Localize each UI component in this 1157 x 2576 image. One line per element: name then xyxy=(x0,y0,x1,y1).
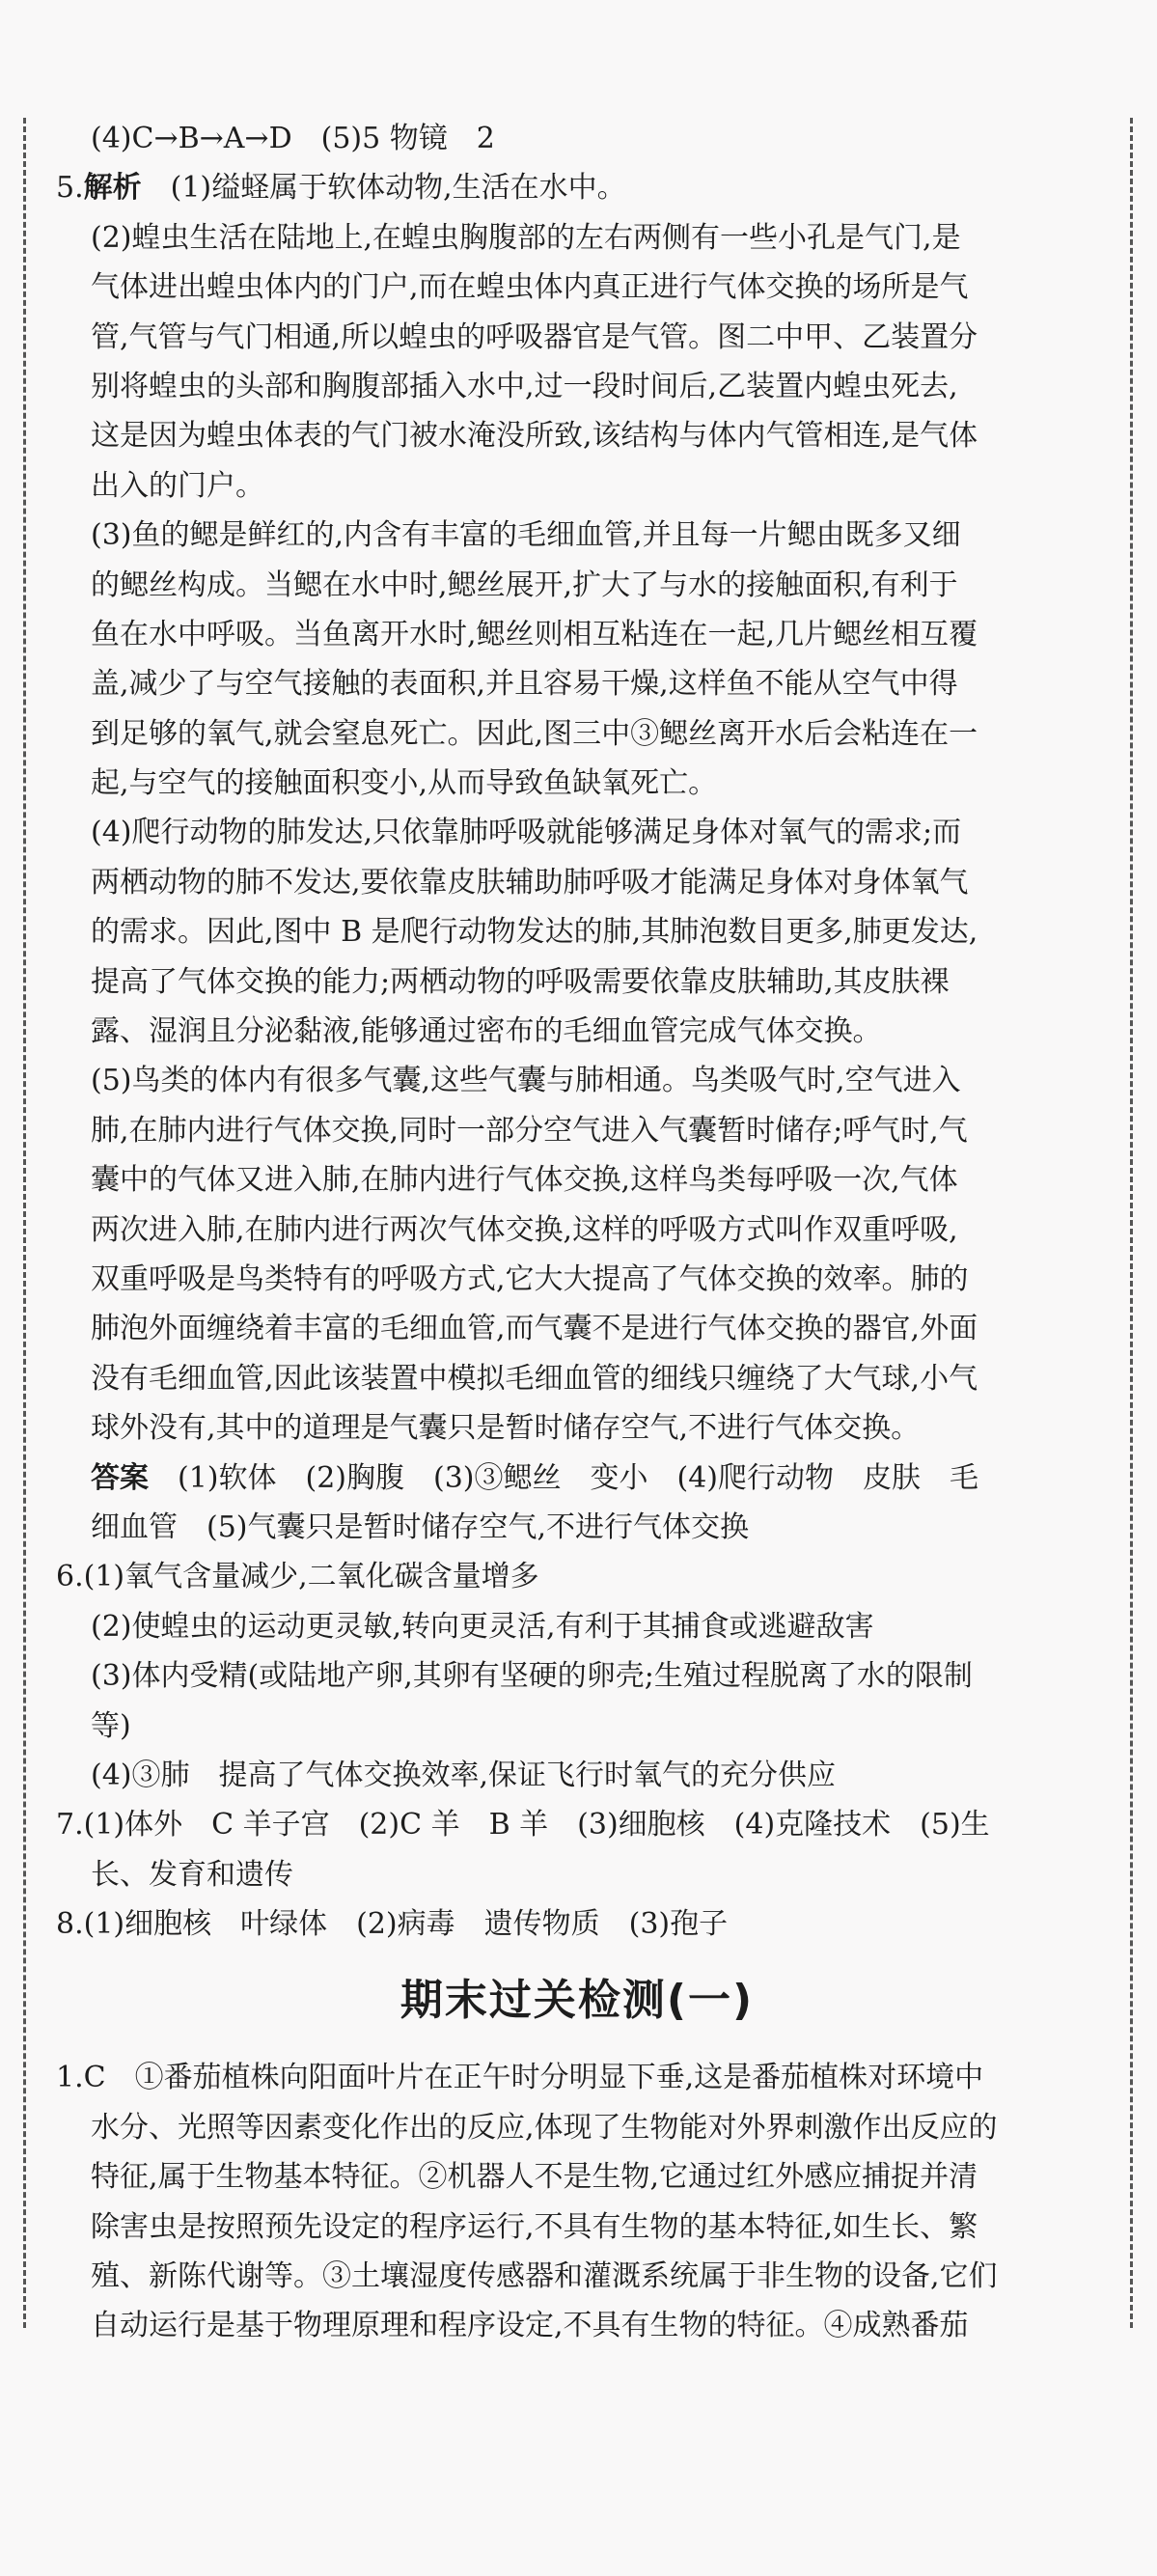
text-line: 自动运行是基于物理原理和程序设定,不具有生物的特征。④成熟番茄 xyxy=(91,2309,969,2343)
text-line: 到足够的氧气,就会窒息死亡。因此,图三中③鳃丝离开水后会粘连在一 xyxy=(91,716,978,751)
text-line: 7.(1)体外 C 羊子宫 (2)C 羊 B 羊 (3)细胞核 (4)克隆技术 (5)生 xyxy=(56,1808,990,1842)
text-line: 盖,减少了与空气接触的表面积,并且容易干燥,这样鱼不能从空气中得 xyxy=(91,667,958,702)
text-line: 肺,在肺内进行气体交换,同时一部分空气进入气囊暂时储存;呼气时,气 xyxy=(91,1113,968,1148)
text-line: (3)鱼的鳃是鲜红的,内含有丰富的毛细血管,并且每一片鳃由既多又细 xyxy=(91,518,961,553)
left-dashed-border xyxy=(23,118,26,2328)
text-line xyxy=(56,163,1098,212)
text-line: 没有毛细血管,因此该装置中模拟毛细血管的细线只缠绕了大气球,小气 xyxy=(91,1361,978,1396)
text-line: 肺泡外面缠绕着丰富的毛细血管,而气囊不是进行气体交换的器官,外面 xyxy=(91,1312,978,1346)
text-line: 细血管 (5)气囊只是暂时储存空气,不进行气体交换 xyxy=(91,1510,750,1544)
text-line: 两栖动物的肺不发达,要依靠皮肤辅助肺呼吸才能满足身体对身体氧气 xyxy=(91,865,969,900)
text-line: 的需求。因此,图中 B 是爬行动物发达的肺,其肺泡数目更多,肺更发达, xyxy=(91,915,978,950)
text-line: 1.C ①番茄植株向阳面叶片在正午时分明显下垂,这是番茄植株对环境中 xyxy=(56,2061,984,2095)
text-span: (1)软体 (2)胸腹 (3)③鳃丝 变小 (4)爬行动物 皮肤 毛 xyxy=(149,1460,978,1495)
text-line: 球外没有,其中的道理是气囊只是暂时储存空气,不进行气体交换。 xyxy=(91,1411,921,1446)
text-line: 两次进入肺,在肺内进行两次气体交换,这样的呼吸方式叫作双重呼吸, xyxy=(91,1212,958,1247)
section-title: 期末过关检测(一) xyxy=(399,1976,755,2026)
answer-content xyxy=(56,114,1098,2351)
text-line: 囊中的气体又进入肺,在肺内进行气体交换,这样鸟类每呼吸一次,气体 xyxy=(91,1163,958,1198)
text-line: 出入的门户。 xyxy=(91,468,264,503)
right-dashed-border xyxy=(1130,118,1133,2328)
text-span: (1)缢蛏属于软体动物,生活在水中。 xyxy=(141,171,626,206)
text-line: 起,与空气的接触面积变小,从而导致鱼缺氧死亡。 xyxy=(91,766,718,801)
text-line: 鱼在水中呼吸。当鱼离开水时,鳃丝则相互粘连在一起,几片鳃丝相互覆 xyxy=(91,617,978,651)
text-line: 的鳃丝构成。当鳃在水中时,鳃丝展开,扩大了与水的接触面积,有利于 xyxy=(91,568,958,602)
text-line: 8.(1)细胞核 叶绿体 (2)病毒 遗传物质 (3)孢子 xyxy=(56,1907,729,1942)
text-line: 露、湿润且分泌黏液,能够通过密布的毛细血管完成气体交换。 xyxy=(91,1014,882,1049)
question-number: 5. xyxy=(56,171,84,206)
text-line: 殖、新陈代谢等。③土壤湿度传感器和灌溉系统属于非生物的设备,它们 xyxy=(91,2259,998,2294)
text-line: (4)③肺 提高了气体交换效率,保证飞行时氧气的充分供应 xyxy=(91,1758,837,1792)
text-line: (4)爬行动物的肺发达,只依靠肺呼吸就能够满足身体对氧气的需求;而 xyxy=(91,816,962,850)
text-line: 气体进出蝗虫体内的门户,而在蝗虫体内真正进行气体交换的场所是气 xyxy=(91,270,969,305)
text-line: 提高了气体交换的能力;两栖动物的呼吸需要依靠皮肤辅助,其皮肤裸 xyxy=(91,964,950,999)
text-line: 双重呼吸是鸟类特有的呼吸方式,它大大提高了气体交换的效率。肺的 xyxy=(91,1261,969,1296)
text-line: 6.(1)氧气含量减少,二氧化碳含量增多 xyxy=(56,1560,539,1594)
text-line: 水分、光照等因素变化作出的反应,体现了生物能对外界刺激作出反应的 xyxy=(91,2110,998,2145)
text-line: 等) xyxy=(91,1708,131,1743)
text-line: 管,气管与气门相通,所以蝗虫的呼吸器官是气管。图二中甲、乙装置分 xyxy=(91,319,978,354)
text-line: 除害虫是按照预先设定的程序运行,不具有生物的基本特征,如生长、繁 xyxy=(91,2209,978,2244)
text-line: (2)蝗虫生活在陆地上,在蝗虫胸腹部的左右两侧有一些小孔是气门,是 xyxy=(91,220,961,255)
text-line: (3)体内受精(或陆地产卵,其卵有坚硬的卵壳;生殖过程脱离了水的限制 xyxy=(91,1659,973,1694)
text-line: (4)C→B→A→D (5)5 物镜 2 xyxy=(91,122,495,155)
analysis-label: 解析 xyxy=(83,171,142,206)
text-line: 这是因为蝗虫体表的气门被水淹没所致,该结构与体内气管相连,是气体 xyxy=(91,419,978,454)
answer-label: 答案 xyxy=(91,1460,149,1495)
text-line xyxy=(56,1454,1098,1503)
text-line: 长、发育和遗传 xyxy=(91,1857,293,1892)
text-line: 别将蝗虫的头部和胸腹部插入水中,过一段时间后,乙装置内蝗虫死去, xyxy=(91,369,958,403)
text-line: (5)鸟类的体内有很多气囊,这些气囊与肺相通。鸟类吸气时,空气进入 xyxy=(91,1064,961,1098)
text-line: (2)使蝗虫的运动更灵敏,转向更灵活,有利于其捕食或逃避敌害 xyxy=(91,1609,874,1644)
text-line: 特征,属于生物基本特征。②机器人不是生物,它通过红外感应捕捉并清 xyxy=(91,2160,978,2195)
